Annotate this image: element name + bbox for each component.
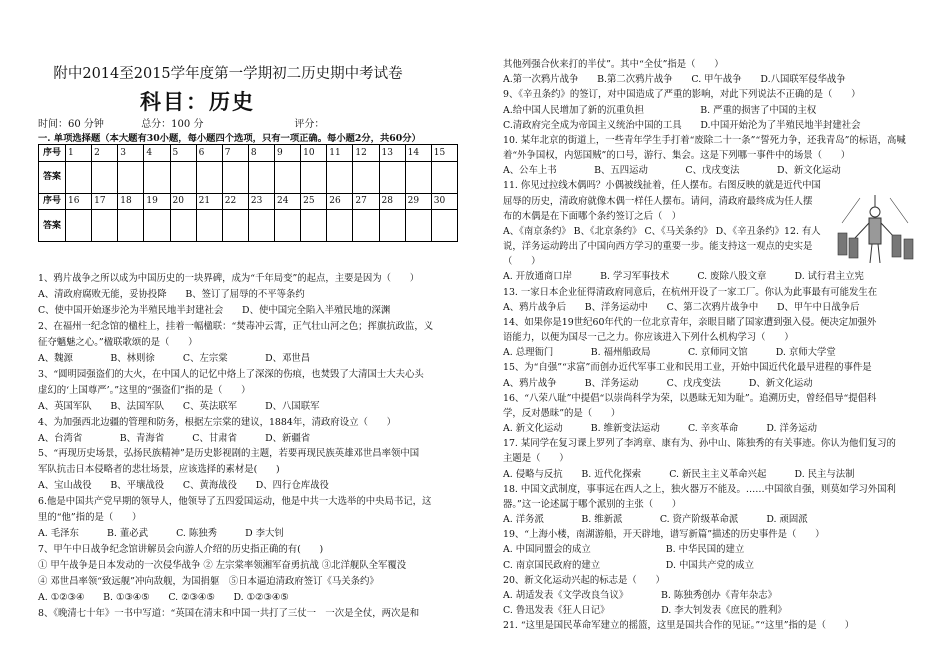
answer-cell [275, 161, 301, 193]
answer-cell [92, 210, 118, 242]
answer-cell [222, 210, 248, 242]
answer-cell: 18 [118, 193, 144, 210]
question-line: 语能力，以便为国尽一己之力。你应该进入下列什么机构学习（ ） [503, 332, 794, 344]
question-line: A. 胡适发表《文学改良刍议》 B. 陈独秀创办《青年杂志》 [503, 589, 778, 601]
question-line: 说，洋务运动跨出了中国向西方学习的重要一步。能支持这一观点的史实是 [503, 241, 813, 253]
question-line: C. 南京国民政府的建立 D. 中国共产党的成立 [503, 559, 754, 571]
answer-cell: 5 [170, 145, 196, 162]
answer-cell [353, 210, 379, 242]
time-label: 时间：60 分钟 [38, 119, 104, 130]
question-line: C.清政府完全成为帝国主义统治中国的工具 D.中国开始沦为了半殖民地半封建社会 [503, 119, 861, 131]
answer-cell [66, 161, 92, 193]
answer-cell [196, 210, 222, 242]
answer-cell [92, 161, 118, 193]
answer-cell [431, 210, 457, 242]
answer-cell [118, 161, 144, 193]
question-line: 着“外争国权，内惩国贼”的口号，游行、集会。这是下列哪一事件中的场景（ ） [503, 150, 851, 162]
answer-cell: 1 [66, 145, 92, 162]
answer-cell [248, 161, 274, 193]
answer-cell: 20 [170, 193, 196, 210]
question-line: 征夺魑魅之心。”楹联歌颂的是（ ） [38, 336, 198, 348]
answer-cell [144, 210, 170, 242]
question-line: A、清政府腐败无能，妥协投降 B、签订了屈辱的不平等条约 [38, 288, 305, 300]
question-line: C、使中国开始逐步沦为半殖民地半封建社会 D、使中国完全陷入半殖民地的深渊 [38, 304, 391, 316]
answer-cell [327, 210, 353, 242]
answer-cell: 21 [196, 193, 222, 210]
answer-cell [301, 210, 327, 242]
answer-cell: 28 [379, 193, 405, 210]
answer-cell [66, 210, 92, 242]
answer-cell: 15 [431, 145, 457, 162]
answer-cell [301, 161, 327, 193]
question-line: A、英国军队 B、法国军队 C、英法联军 D、八国联军 [38, 400, 320, 412]
question-line: 3、“圆明园强盗们的大火，在中国人的记忆中烙上了深深的伤痕，也焚毁了大清国士大夫心头 [38, 368, 424, 380]
question-line: 16、“八荣八耻”中提倡“以崇尚科学为荣，以愚昧无知为耻”。追溯历史，曾经倡导“提倡科 [503, 392, 877, 404]
question-line: 主题是（ ） [503, 453, 569, 465]
answer-cell: 8 [248, 145, 274, 162]
answer-cell: 26 [327, 193, 353, 210]
answer-cell: 22 [222, 193, 248, 210]
answer-cell [196, 161, 222, 193]
answer-cell [405, 161, 431, 193]
answer-cell: 24 [275, 193, 301, 210]
question-line: A. 开放通商口岸 B. 学习军事技术 C. 废除八股文章 D. 试行君主立宪 [503, 271, 864, 283]
puppet-illustration [830, 193, 920, 273]
answer-cell: 3 [118, 145, 144, 162]
answer-cell: 13 [379, 145, 405, 162]
question-line: A.给中国人民增加了新的沉重负担 B. 严重的损害了中国的主权 [503, 104, 817, 116]
answer-cell: 29 [405, 193, 431, 210]
question-line: A. 中国同盟会的成立 B. 中华民国的建立 [503, 544, 745, 556]
row-label: 序号 [39, 145, 66, 162]
question-line: A、公车上书 B、五四运动 C、戊戌变法 D、新文化运动 [503, 165, 841, 177]
question-line: 学，反对愚昧”的是（ ） [503, 407, 621, 419]
answer-cell [379, 210, 405, 242]
section-heading: 一. 单项选择题（本大题有30小题，每小题四个选项，只有一项正确。每小题2分，共60分） [38, 133, 421, 144]
answer-cell: 17 [92, 193, 118, 210]
question-line: A.第一次鸦片战争 B.第二次鸦片战争 C. 甲午战争 D.八国联军侵华战争 [503, 74, 846, 86]
exam-title: 附中2014至2015学年度第一学期初二历史期中考试卷 [53, 66, 403, 82]
question-line: A. 毛泽东 B. 董必武 C. 陈独秀 D 李大钊 [38, 528, 284, 540]
answer-cell [405, 210, 431, 242]
row-label: 答案 [39, 210, 66, 242]
question-line: A、台湾省 B、青海省 C、甘肃省 D、新疆省 [38, 432, 311, 444]
answer-cell [379, 161, 405, 193]
question-line: ④ 邓世昌率领“致远舰”冲向敌舰，为国捐躯 ⑤日本逼迫清政府签订《马关条约》 [38, 576, 379, 588]
answer-cell [431, 161, 457, 193]
answer-cell: 10 [301, 145, 327, 162]
question-line: 9、《辛丑条约》的签订，对中国造成了严重的影响，对此下列说法不正确的是（ ） [503, 89, 861, 101]
answer-cell: 2 [92, 145, 118, 162]
question-line: 布的木偶是在下面哪个条约签订之后（ ） [503, 210, 682, 222]
answer-cell: 6 [196, 145, 222, 162]
answer-table [38, 144, 458, 242]
question-line: 17. 某同学在复习课上罗列了李鸿章、康有为、孙中山、陈独秀的有关事迹。你认为他们复习的 [503, 438, 896, 450]
answer-row-q2 [39, 193, 458, 210]
question-line: A. 洋务派 B. 维新派 C. 资产阶级革命派 D. 顽固派 [503, 514, 808, 526]
question-line: 屈辱的历史，清政府就像木偶一样任人摆布。请问，清政府最终成为任人摆 [503, 195, 813, 207]
row-label: 答案 [39, 161, 66, 193]
answer-cell: 4 [144, 145, 170, 162]
answer-cell: 16 [66, 193, 92, 210]
answer-cell: 23 [248, 193, 274, 210]
question-line: 器。”这一论述属于哪个派别的主张（ ） [503, 498, 682, 510]
answer-cell: 25 [301, 193, 327, 210]
score-label: 总分：100 分 [141, 119, 204, 130]
question-line: （ ） [503, 256, 541, 268]
question-line: 军队抗击日本侵略者的悲壮场景，应该选择的素材是( ) [38, 464, 280, 476]
answer-row-a2 [39, 210, 458, 242]
answer-cell: 11 [327, 145, 353, 162]
answer-cell: 9 [275, 145, 301, 162]
question-line: 1、鸦片战争之所以成为中国历史的一块界碑，成为“千年局变”的起点，主要是因为（ ） [38, 273, 420, 284]
answer-cell: 30 [431, 193, 457, 210]
question-line: ① 甲午战争是日本发动的一次侵华战争 ② 左宗棠率领湘军奋勇抗战 ③北洋舰队全军覆没 [38, 560, 407, 572]
question-line: 10. 某年北京的街道上，一些青年学生手打着“废除二十一条”“誓死力争，还我青岛”的标语，高喊 [503, 134, 906, 146]
question-line: 18. 中国文武制度，事事远在西人之上，独火器万不能及。……中国欲自强，则莫如学习外国利 [503, 483, 896, 495]
question-line: 6.他是中国共产党早期的领导人，他领导了五四爱国运动，他是中共一大选举的中央局书记，这 [38, 496, 432, 508]
question-line: 11. 你见过拉线木偶吗？小偶被线扯着，任人摆布。右图反映的就是近代中国 [503, 180, 821, 192]
answer-cell: 19 [144, 193, 170, 210]
question-line: A、鸦片战争 B、洋务运动 C、戊戌变法 D、新文化运动 [503, 377, 813, 389]
answer-cell [144, 161, 170, 193]
exam-meta [38, 115, 438, 130]
question-line: 19、“上海小楼，南湖游船，开天辟地，谱写新篇”描述的历史事件是（ ） [503, 529, 825, 541]
question-line: A、宝山战役 B、平壤战役 C、黄海战役 D、四行仓库战役 [38, 480, 329, 492]
question-line: A. 侵略与反抗 B. 近代化探索 C. 新民主主义革命兴起 D. 民主与法制 [503, 468, 855, 480]
answer-cell [170, 161, 196, 193]
subject-heading: 科目：历史 [140, 89, 255, 114]
question-line: 15、为“自强”“求富”而创办近代军事工业和民用工业，开始中国近代化最早进程的事件是 [503, 362, 872, 374]
answer-row-q1 [39, 145, 458, 162]
answer-cell: 12 [353, 145, 379, 162]
answer-row-a1 [39, 161, 458, 193]
answer-cell [118, 210, 144, 242]
answer-cell [275, 210, 301, 242]
question-line: 13. 一家日本企业征得清政府同意后，在杭州开设了一家工厂。你认为此事最有可能发生在 [503, 286, 878, 298]
answer-cell: 27 [353, 193, 379, 210]
question-line: A、魏源 B、林则徐 C、左宗棠 D、邓世昌 [38, 352, 311, 364]
answer-cell: 7 [222, 145, 248, 162]
question-line: 21. “这里是国民革命军建立的摇篮，这里是国共合作的见证。”“这里”指的是（ ） [503, 620, 855, 632]
row-label: 序号 [39, 193, 66, 210]
answer-cell [353, 161, 379, 193]
question-line: 14、如果你是19世纪60年代的一位北京青年，亲眼目睹了国家遭到强入侵。便决定加强外 [503, 316, 877, 328]
question-line: A. ①②③④ B. ①③④⑤ C. ②③④⑤ D. ①②③④⑤ [38, 592, 289, 603]
answer-cell [248, 210, 274, 242]
question-line: A. 新文化运动 B. 维新变法运动 C. 辛亥革命 D. 洋务运动 [503, 423, 818, 435]
question-line: 7、甲午中日战争纪念馆讲解员会向游人介绍的历史指正确的有( ) [38, 544, 324, 556]
answer-cell: 14 [405, 145, 431, 162]
answer-cell [327, 161, 353, 193]
question-line: A、鸦片战争后 B、洋务运动中 C、第二次鸦片战争中 D、甲午中日战争后 [503, 301, 860, 313]
answer-cell [222, 161, 248, 193]
question-line: 里的“他”指的是（ ） [38, 512, 142, 524]
question-line: 5、“再现历史场景，弘扬民族精神”是历史影视剧的主题，若要再现民族英雄邓世昌率领中国 [38, 448, 420, 460]
question-line: A. 总理衙门 B. 福州船政局 C. 京师同文馆 D. 京师大学堂 [503, 347, 836, 359]
question-line: C. 鲁迅发表《狂人日记》 D. 李大钊发表《庶民的胜利》 [503, 605, 787, 617]
question-line: 2、在福州一纪念馆的楹柱上，挂着一幅楹联：“焚毒冲云霄，正气壮山河之色；挥旗抗政监，义 [38, 320, 434, 332]
answer-cell [170, 210, 196, 242]
question-line: 其他列强合伙来打的半仗”。其中“全仗”指是（ ） [503, 59, 724, 70]
grade-label: 评分： [294, 119, 325, 130]
question-line: 8、《晚清七十年》一书中写道：“英国在清末和中国一共打了三仗一 一次是全仗，两次是和 [38, 607, 420, 619]
question-line: 4、为加强西北边疆的管理和防务，根据左宗棠的建议，1884年，清政府设立（ ） [38, 416, 396, 428]
question-line: A、《南京条约》 B、《北京条约》 C、《马关条约》 D、《辛丑条约》12. 有人 [503, 225, 821, 237]
question-line: 20、新文化运动兴起的标志是（ ） [503, 574, 665, 586]
question-line: 虚幻的‘上国尊严’。”这里的“强盗们”指的是（ ） [38, 384, 251, 396]
